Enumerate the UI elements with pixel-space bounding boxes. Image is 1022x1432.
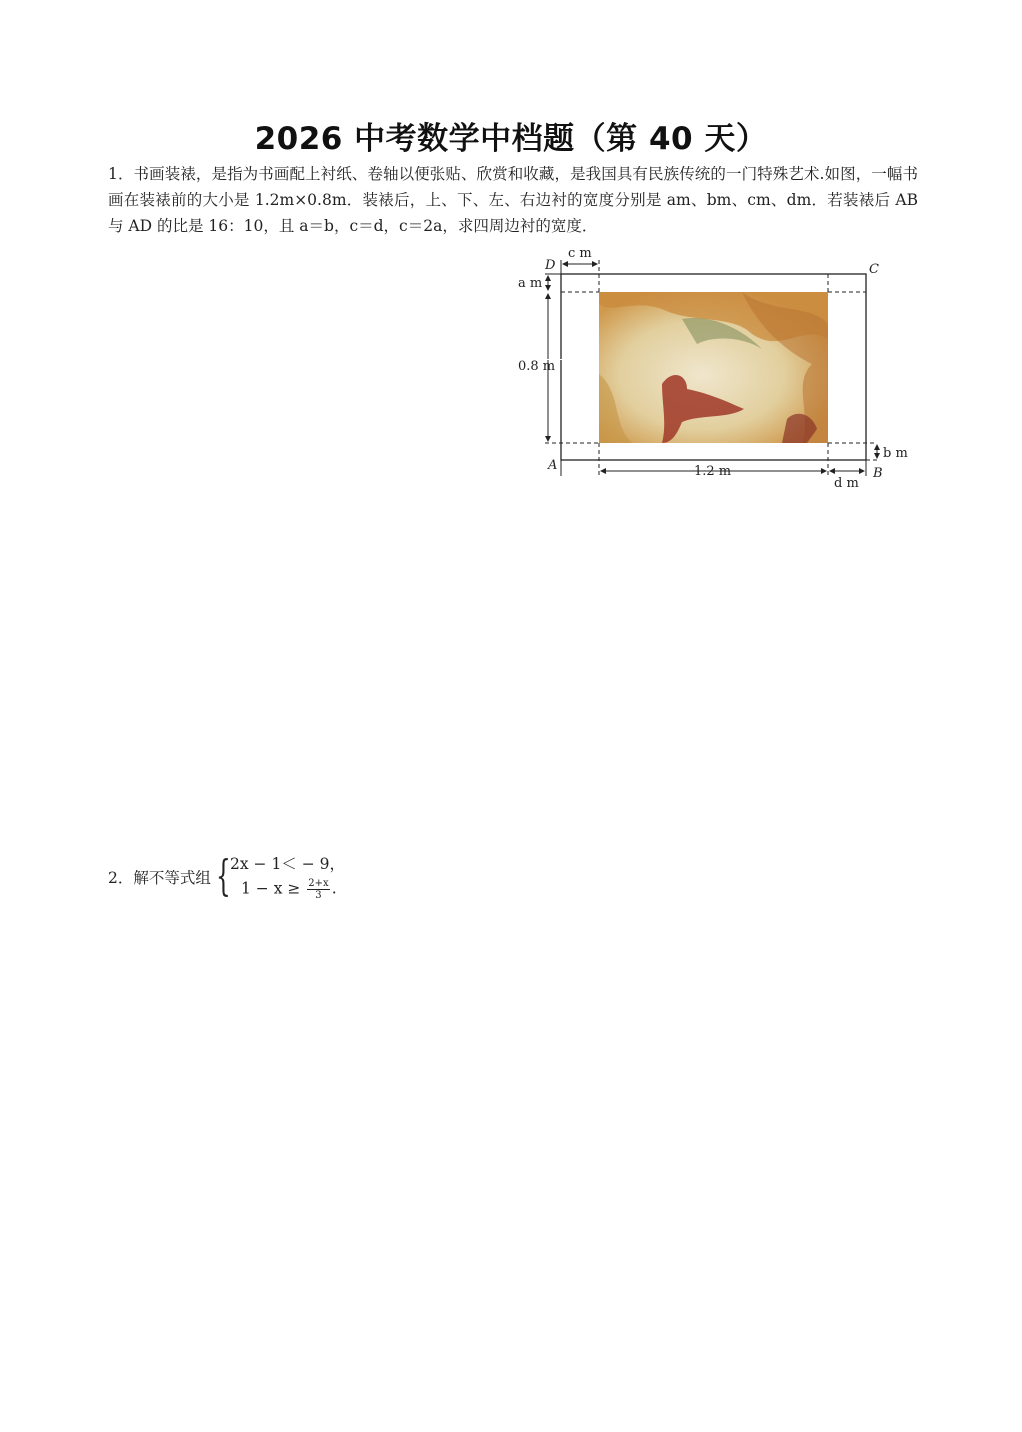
vertex-label-D: D xyxy=(545,258,556,273)
width-label: 1.2 m xyxy=(694,464,732,479)
mounting-diagram xyxy=(512,244,922,494)
fraction: $\frac{2+x}{3}$ xyxy=(308,878,329,901)
painting-image xyxy=(599,292,828,443)
system-brace: { xyxy=(216,851,231,900)
question-1-number: 1． xyxy=(108,165,134,183)
left-margin-label: c m xyxy=(568,246,592,261)
height-label: 0.8 m xyxy=(518,359,556,374)
vertex-label-B: B xyxy=(873,466,883,481)
page-title: 2026 中考数学中档题（第 40 天） xyxy=(254,121,768,157)
question-1 xyxy=(108,161,918,239)
inequality-1: 2x − 1＜ − 9， xyxy=(230,855,346,873)
question-2-lead: 解不等式组 xyxy=(133,869,211,887)
vertex-label-C: C xyxy=(869,262,879,277)
inequality-2: 1 − x ≥ $\frac{2+x}{3}$ . xyxy=(241,878,337,901)
bottom-margin-label: b m xyxy=(883,446,908,461)
question-1-text: 书画装裱，是指为书画配上衬纸、卷轴以便张贴、欣赏和收藏，是我国具有民族传统的一门特殊艺术.如图，一幅书画在装裱前的大小是 1.2m×0.8m．装裱后，上、下、左、右边衬的宽度分别是 am、bm、cm、dm．若装裱后 AB 与 AD 的比是 16：10，且 a＝b，c＝d，c＝2a，求四周边衬的宽度． xyxy=(108,165,918,235)
vertex-label-A: A xyxy=(548,458,558,473)
right-margin-label: d m xyxy=(834,476,859,491)
question-2-number: 2． xyxy=(108,869,134,887)
top-margin-label: a m xyxy=(518,276,543,291)
